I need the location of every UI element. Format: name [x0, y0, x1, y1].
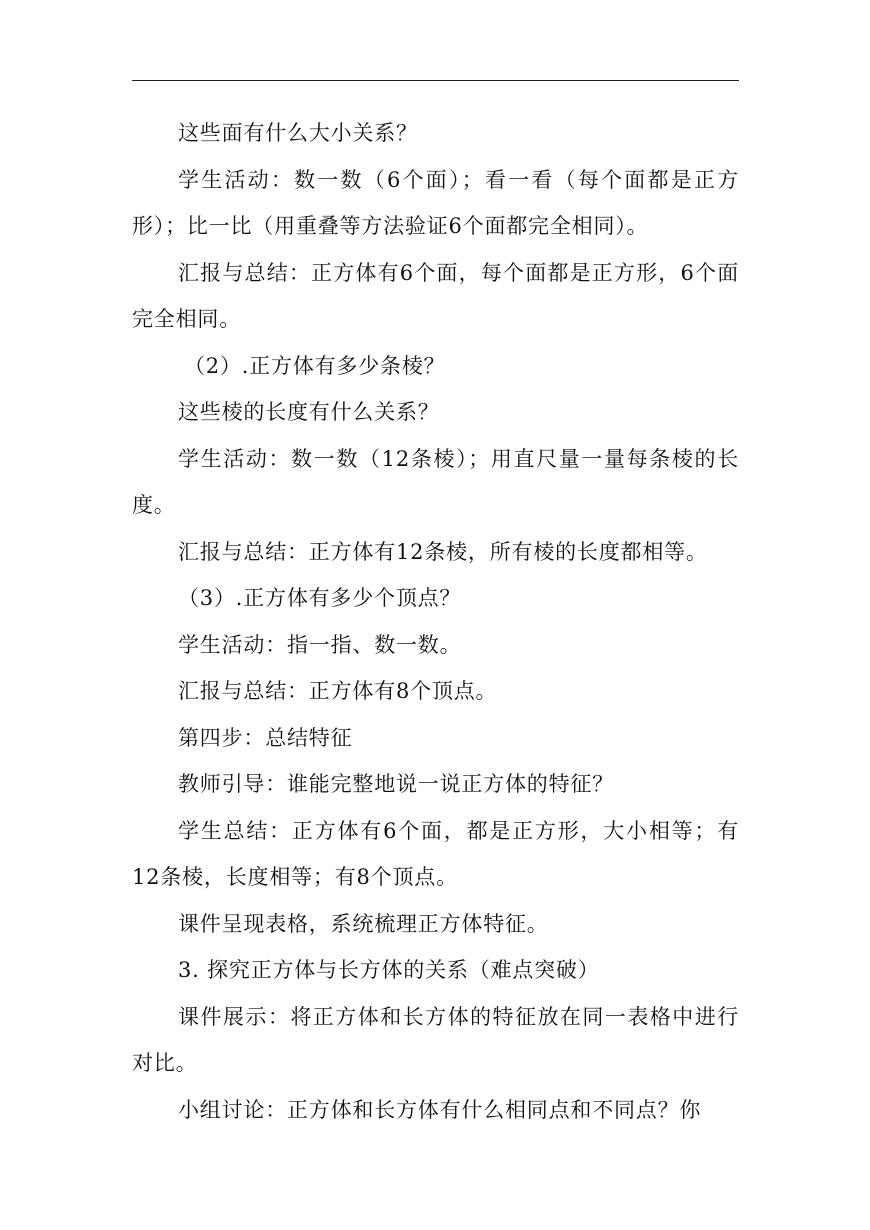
paragraph: 汇报与总结：正方体有6个面，每个面都是正方形，6个面完全相同。: [132, 260, 739, 331]
header-rule: [132, 80, 739, 81]
paragraph: 汇报与总结：正方体有8个顶点。: [178, 679, 498, 703]
paragraph: 学生总结：正方体有6个面，都是正方形，大小相等；有12条棱，长度相等；有8个顶点。: [132, 818, 739, 889]
paragraph: 第四步：总结特征: [178, 725, 353, 750]
paragraph: 教师引导：谁能完整地说一说正方体的特征？: [178, 772, 614, 796]
paragraph: 3. 探究正方体与长方体的关系（难点突破）: [178, 958, 600, 982]
paragraph: 小组讨论：正方体和长方体有什么相同点和不同点？你: [178, 1097, 702, 1122]
paragraph: 学生活动：数一数（12条棱）；用直尺量一量每条棱的长度。: [132, 446, 739, 517]
document-body: [132, 110, 739, 1133]
paragraph: 学生活动：数一数（6个面）；看一看（每个面都是正方形）；比一比（用重叠等方法验证6个面都完全相同）。: [132, 167, 739, 238]
paragraph: 课件展示：将正方体和长方体的特征放在同一表格中进行对比。: [132, 1004, 739, 1075]
paragraph: 汇报与总结：正方体有12条棱，所有棱的长度都相等。: [178, 539, 708, 564]
paragraph: 这些棱的长度有什么关系？: [178, 400, 440, 424]
paragraph: 课件呈现表格，系统梳理正方体特征。: [178, 911, 549, 936]
paragraph: 这些面有什么大小关系？: [178, 121, 418, 145]
paragraph: （3）.正方体有多少个顶点？: [178, 586, 462, 610]
paragraph: 学生活动：指一指、数一数。: [178, 632, 462, 657]
paragraph: （2）.正方体有多少条棱？: [184, 353, 446, 378]
